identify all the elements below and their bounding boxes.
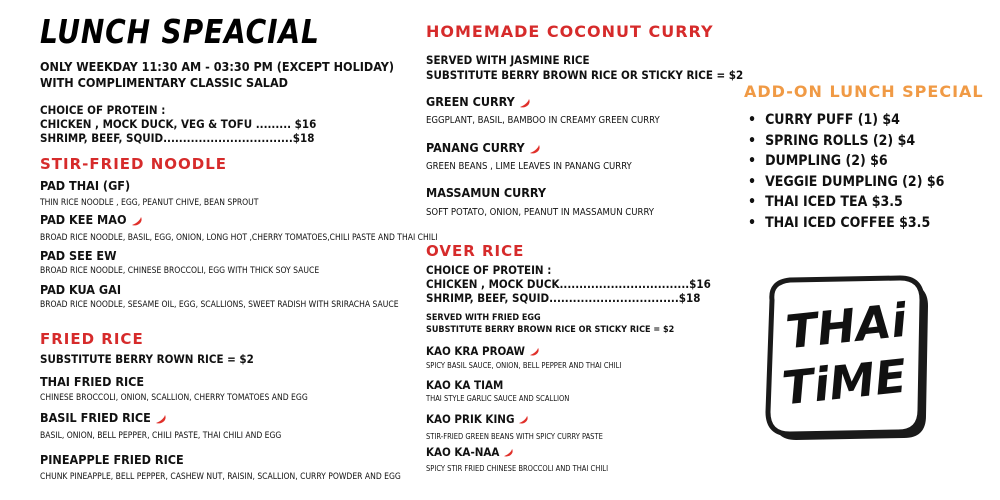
item-name: KAO KA-NAA [426,445,500,459]
item-desc: SPICY BASIL SAUCE, ONION, BELL PEPPER AND THAI CHILI [426,361,622,370]
over-rice-protein-label: CHOICE OF PROTEIN : [426,263,552,277]
fried-rice-header: FRIED RICE [40,330,144,348]
fried-rice-note: SUBSTITUTE BERRY ROWN RICE = $2 [40,352,254,366]
addon-header: ADD-ON LUNCH SPECIAL [744,82,984,101]
item-desc: BROAD RICE NOODLE, BASIL, EGG, ONION, LONG HOT ,CHERRY TOMATOES,CHILI PASTE AND THAI CHILI [40,233,438,243]
item-desc: SOFT POTATO, ONION, PEANUT IN MASSAMUN CURRY [426,207,655,218]
chili-icon [529,347,540,356]
menu-item-kao-prik-king [426,412,529,427]
item-name: BASIL FRIED RICE [40,410,151,425]
curry-header: HOMEMADE COCONUT CURRY [426,22,714,41]
curry-note-2: SUBSTITUTE BERRY BROWN RICE OR STICKY RICE = $2 [426,68,744,82]
item-name: PINEAPPLE FRIED RICE [40,452,184,467]
menu-item-pad-kee-mao [40,212,143,227]
item-desc: BROAD RICE NOODLE, CHINESE BROCCOLI, EGG WITH THICK SOY SAUCE [40,266,320,276]
logo-line-1: THAi [783,292,910,360]
thai-time-logo [750,270,930,440]
item-name: KAO KA TIAM [426,378,504,392]
menu-item-basil-fried-rice [40,410,167,425]
menu-item-thai-fried-rice [40,374,144,389]
logo-line-2: TiME [779,348,909,416]
item-desc: BASIL, ONION, BELL PEPPER, CHILI PASTE, THAI CHILI AND EGG [40,431,282,441]
item-name: KAO PRIK KING [426,412,515,426]
chili-icon [155,414,167,424]
menu-item-kao-ka-tiam [426,378,503,393]
chili-icon [503,448,514,457]
over-rice-note-2: SUBSTITUTE BERRY BROWN RICE OR STICKY RICE = $2 [426,325,675,335]
item-desc: EGGPLANT, BASIL, BAMBOO IN CREAMY GREEN CURRY [426,115,660,126]
protein-price-2: SHRIMP, BEEF, SQUID.................................$18 [40,131,315,145]
addon-list [748,110,944,233]
menu-item-kao-ka-naa [426,445,514,460]
addon-item: • THAI ICED TEA $3.5 [748,192,944,213]
over-rice-note-1: SERVED WITH FRIED EGG [426,313,541,323]
menu-item-kao-kra-proaw [426,344,540,359]
curry-note-1: SERVED WITH JASMINE RICE [426,53,590,67]
item-name: PAD KEE MAO [40,212,127,227]
item-name: KAO KRA PROAW [426,344,525,358]
chili-icon [529,144,541,154]
item-name: MASSAMUN CURRY [426,185,547,200]
chili-icon [519,98,531,108]
over-rice-price-2: SHRIMP, BEEF, SQUID.................................$18 [426,291,701,305]
intro-salad: WITH COMPLIMENTARY CLASSIC SALAD [40,75,289,90]
item-name: GREEN CURRY [426,94,515,109]
over-rice-price-1: CHICKEN , MOCK DUCK.................................$16 [426,277,711,291]
item-desc: CHINESE BROCCOLI, ONION, SCALLION, CHERRY TOMATOES AND EGG [40,393,308,403]
item-desc: BROAD RICE NOODLE, SESAME OIL, EGG, SCALLIONS, SWEET RADISH WITH SRIRACHA SAUCE [40,300,399,310]
addon-item: • SPRING ROLLS (2) $4 [748,131,944,152]
item-desc: GREEN BEANS , LIME LEAVES IN PANANG CURRY [426,161,632,172]
item-name: PAD THAI (GF) [40,178,131,193]
item-desc: THIN RICE NOODLE , EGG, PEANUT CHIVE, BEAN SPROUT [40,198,259,208]
chili-icon [518,415,529,424]
item-desc: STIR-FRIED GREEN BEANS WITH SPICY CURRY PASTE [426,432,603,441]
item-name: PANANG CURRY [426,140,525,155]
protein-label: CHOICE OF PROTEIN : [40,103,166,117]
item-name: PAD SEE EW [40,248,117,263]
addon-item: • DUMPLING (2) $6 [748,151,944,172]
intro-hours: ONLY WEEKDAY 11:30 AM - 03:30 PM (EXCEPT HOLIDAY) [40,59,395,74]
menu-item-massamun-curry [426,185,546,200]
item-name: THAI FRIED RICE [40,374,145,389]
addon-item: • THAI ICED COFFEE $3.5 [748,213,944,234]
protein-price-1: CHICKEN , MOCK DUCK, VEG & TOFU ......... $16 [40,117,317,131]
addon-item: • VEGGIE DUMPLING (2) $6 [748,172,944,193]
stir-fried-header: STIR-FRIED NOODLE [40,155,228,173]
item-name: PAD KUA GAI [40,282,122,297]
logo-badge-icon [750,270,930,440]
menu-item-pad-see-ew [40,248,117,263]
chili-icon [131,216,143,226]
menu-item-pineapple-fried-rice [40,452,184,467]
menu-item-pad-kua-gai [40,282,121,297]
item-desc: CHUNK PINEAPPLE, BELL PEPPER, CASHEW NUT, RAISIN, SCALLION, CURRY POWDER AND EGG [40,472,401,482]
addon-item: • CURRY PUFF (1) $4 [748,110,944,131]
item-desc: SPICY STIR FRIED CHINESE BROCCOLI AND THAI CHILI [426,464,609,473]
page-title: LUNCH SPEACIAL [40,12,320,51]
over-rice-header: OVER RICE [426,242,525,260]
menu-item-pad-thai [40,178,130,193]
menu-item-panang-curry [426,140,541,155]
item-desc: THAI STYLE GARLIC SAUCE AND SCALLION [426,394,570,403]
menu-item-green-curry [426,94,531,109]
